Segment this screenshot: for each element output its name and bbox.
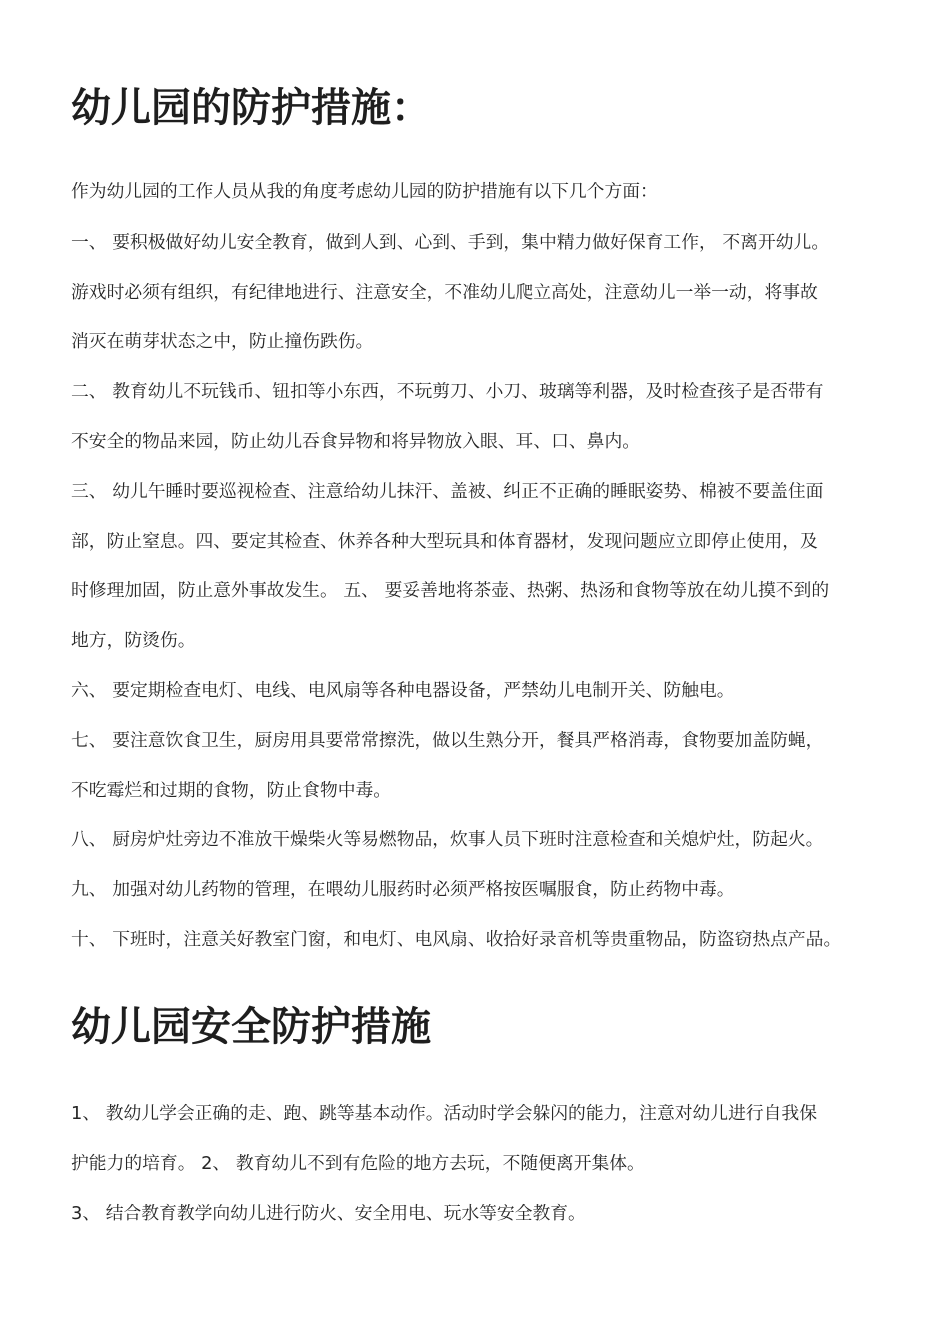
text-line: 二、 教育幼儿不玩钱币、钮扣等小东西，不玩剪刀、小刀、玻璃等利器，及时检查孩子是否带有 [71,381,824,402]
text-line: 地方，防烫伤。 [71,629,196,651]
text-line: 护能力的培育。 2、 教育幼儿不到有危险的地方去玩，不随便离开集体。 [71,1152,645,1174]
text-line: 部，防止窒息。四、要定其检查、休养各种大型玩具和体育器材，发现问题应立即停止使用，及 [71,530,818,552]
text-line: 消灭在萌芽状态之中，防止撞伤跌伤。 [71,331,374,353]
text-line: 游戏时必须有组织，有纪律地进行、注意安全，不准幼儿爬立高处，注意幼儿一举一动，将事故 [71,281,818,303]
text-line: 八、 厨房炉灶旁边不准放干燥柴火等易燃物品，炊事人员下班时注意检查和关熄炉灶，防起火。 [71,829,824,850]
section-1-item-9 [71,865,893,915]
section-1-item-2 [71,367,893,466]
text-line: 六、 要定期检查电灯、电线、电风扇等各种电器设备，严禁幼儿电制开关、防触电。 [71,680,735,701]
section-1-title: 幼儿园的防护措施： [71,85,431,131]
text-line: 七、 要注意饮食卫生，厨房用具要常常擦洗，做以生熟分开，餐具严格消毒，食物要加盖防蝇， [71,730,824,751]
text-line: 3、 结合教育教学向幼儿进行防火、安全用电、玩水等安全教育。 [71,1203,586,1224]
section-1-item-1 [71,218,893,367]
section-1-item-10 [71,915,893,965]
text-line: 不安全的物品来园，防止幼儿吞食异物和将异物放入眼、耳、口、鼻内。 [71,430,641,452]
text-line: 十、 下班时，注意关好教室门窗，和电灯、电风扇、收拾好录音机等贵重物品，防盗窃热点产品。 [71,929,842,950]
text-line: 作为幼儿园的工作人员从我的角度考虑幼儿园的防护措施有以下几个方面： [71,181,658,202]
text-line: 一、 要积极做好幼儿安全教育，做到人到、心到、手到，集中精力做好保育工作， 不离开幼儿。 [71,232,830,253]
section-1-item-3 [71,467,893,665]
section-1-item-8 [71,815,893,865]
section-1-item-6 [71,666,893,716]
section-1-item-7 [71,716,893,815]
section-2-title: 幼儿园安全防护措施 [71,1004,431,1050]
text-line: 不吃霉烂和过期的食物，防止食物中毒。 [71,779,392,801]
text-line: 三、 幼儿午睡时要巡视检查、注意给幼儿抹汗、盖被、纠正不正确的睡眠姿势、棉被不要盖住面 [71,481,824,502]
text-line: 1、 教幼儿学会正确的走、跑、跳等基本动作。活动时学会躲闪的能力，注意对幼儿进行自我保 [71,1103,817,1124]
section-2-item-1 [71,1089,893,1188]
section-1-intro [71,167,893,217]
text-line: 九、 加强对幼儿药物的管理，在喂幼儿服药时必须严格按医嘱服食，防止药物中毒。 [71,879,735,900]
section-2-item-3 [71,1189,893,1239]
text-line: 时修理加固，防止意外事故发生。 五、 要妥善地将茶壶、热粥、热汤和食物等放在幼儿摸不到的 [71,580,830,602]
